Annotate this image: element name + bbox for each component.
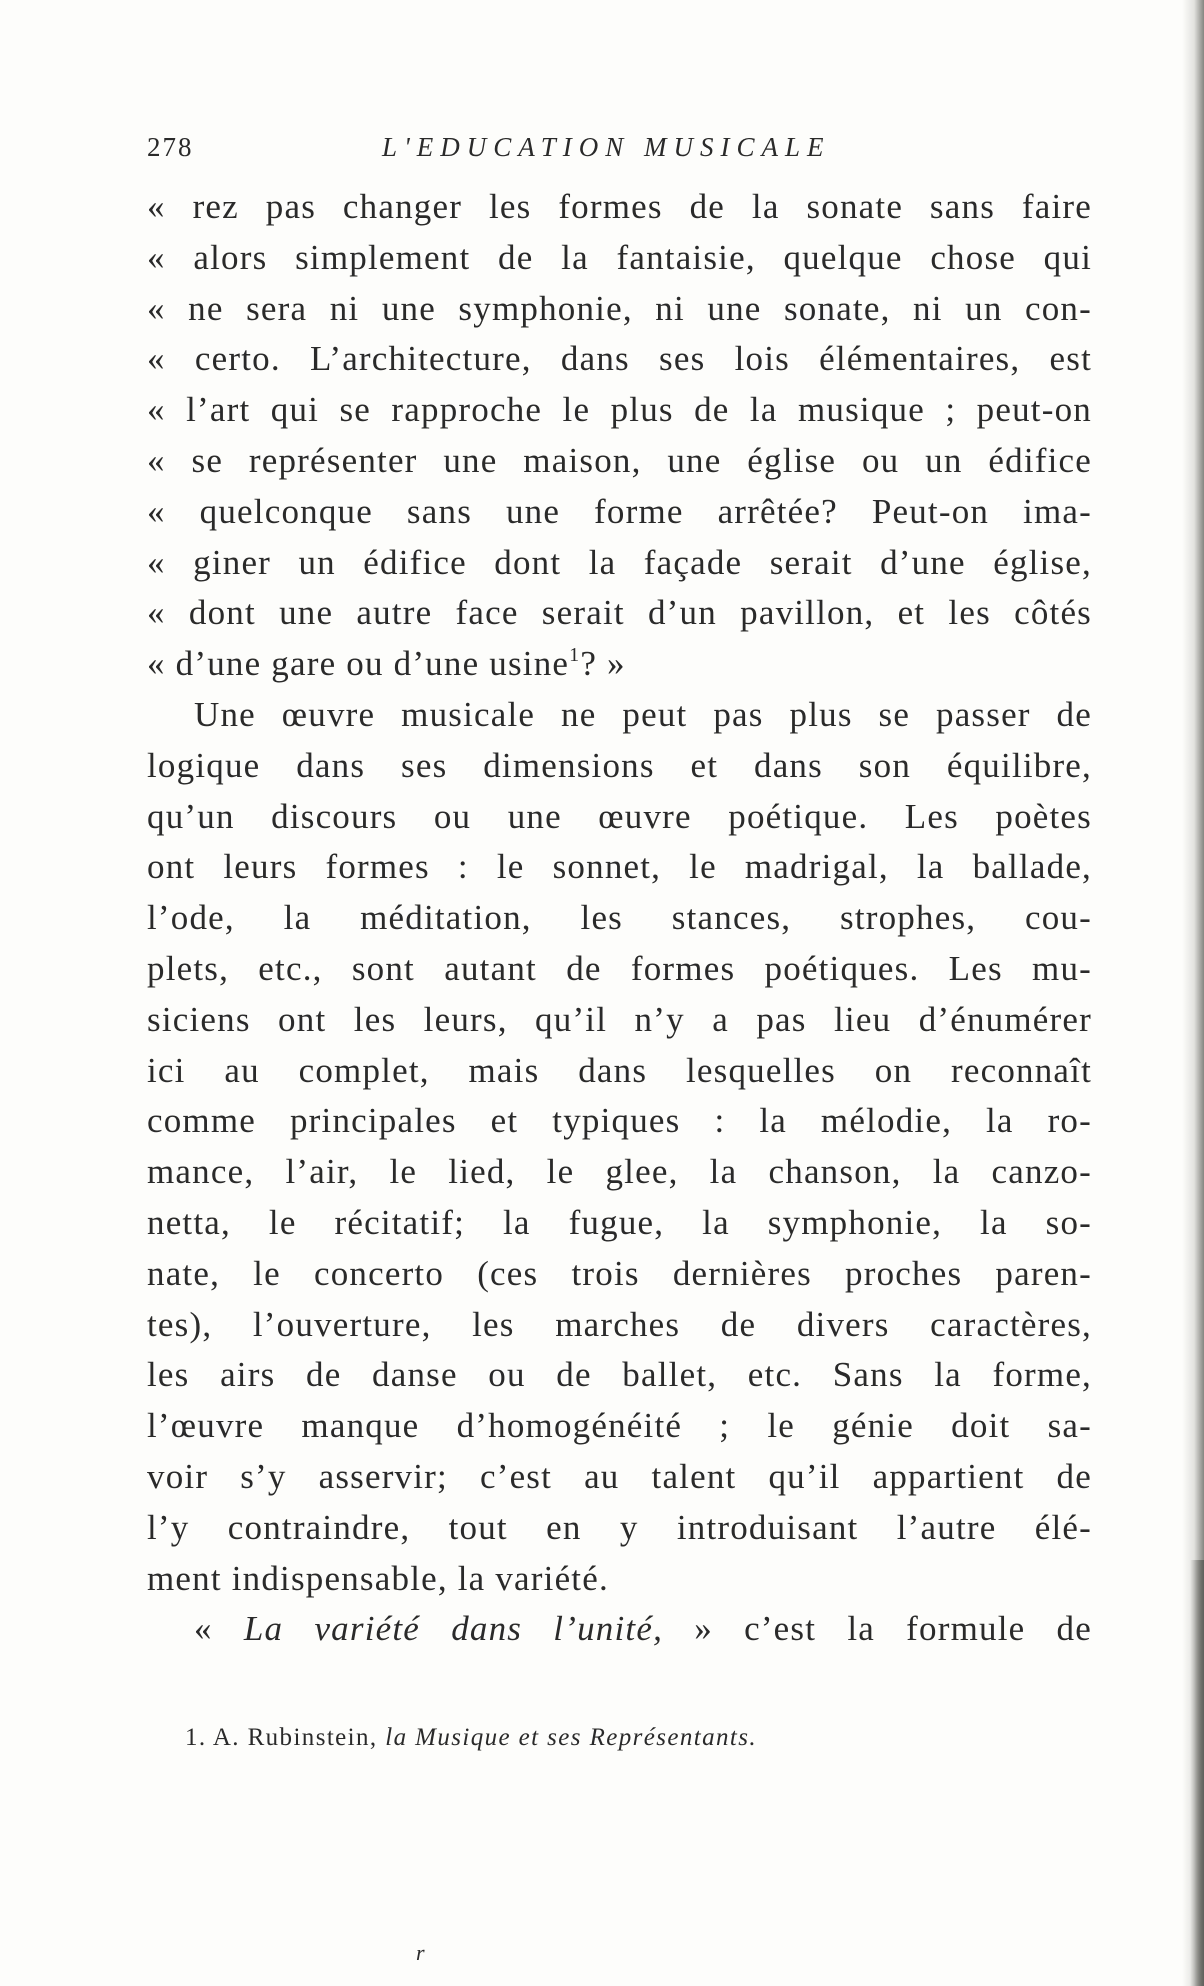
text-line: les airs de danse ou de ballet, etc. Sans la forme, xyxy=(147,1355,1092,1395)
text-line: qu’un discours ou une œuvre poétique. Les poètes xyxy=(147,796,1092,836)
text-line: « alors simplement de la fantaisie, quelque chose qui xyxy=(147,237,1092,277)
text-line: ment indispensable, la variété. xyxy=(147,1558,609,1598)
stray-mark: r xyxy=(416,1940,425,1965)
text-line: siciens ont les leurs, qu’il n’y a pas lieu d’énumérer xyxy=(147,999,1092,1039)
footnote-work-title: la Musique et ses Représentants. xyxy=(385,1724,758,1751)
footnote-author: A. Rubinstein, xyxy=(212,1724,386,1751)
text-line: « dont une autre face serait d’un pavillon, et les côtés xyxy=(147,593,1092,633)
text-line: netta, le récitatif; la fugue, la symphonie, la so- xyxy=(147,1202,1092,1242)
page-number: 278 xyxy=(147,132,194,162)
footnote-reference: 1 xyxy=(569,644,581,667)
footnote xyxy=(185,1724,757,1752)
quote-closing: ? » xyxy=(580,644,626,684)
text-line: l’ode, la méditation, les stances, strophes, cou- xyxy=(147,898,1092,938)
quote-end-text: « d’une gare ou d’une usine xyxy=(147,644,570,684)
text-line: voir s’y asservir; c’est au talent qu’il appartient de xyxy=(147,1456,1092,1496)
running-title: L'EDUCATION MUSICALE xyxy=(382,132,831,162)
text-line: ont leurs formes : le sonnet, le madrigal, la ballade, xyxy=(147,847,1092,887)
text-line: comme principales et typiques : la mélodie, la ro- xyxy=(147,1101,1092,1141)
page-header xyxy=(147,132,1092,166)
quote-end-line xyxy=(147,639,1092,690)
text-line: nate, le concerto (ces trois dernières proches paren- xyxy=(147,1253,1092,1293)
text-line: « ne sera ni une symphonie, ni une sonate, ni un con- xyxy=(147,288,1092,328)
text-line: ici au complet, mais dans lesquelles on reconnaît xyxy=(147,1050,1092,1090)
footnote-marker: 1. xyxy=(185,1724,213,1751)
text-line: mance, l’air, le lied, le glee, la chanson, la canzo- xyxy=(147,1152,1092,1192)
text-line: plets, etc., sont autant de formes poétiques. Les mu- xyxy=(147,948,1092,988)
text-line: « certo. L’architecture, dans ses lois élémentaires, est xyxy=(147,339,1092,379)
text-line: tes), l’ouverture, les marches de divers caractères, xyxy=(147,1304,1092,1344)
text-line: « se représenter une maison, une église ou un édifice xyxy=(147,440,1092,480)
final-line-rest: » c’est la formule de xyxy=(663,1609,1092,1649)
final-line-open: « xyxy=(194,1609,244,1649)
text-line: « giner un édifice dont la façade serait d’une église, xyxy=(147,542,1092,582)
text-line: « l’art qui se rapproche le plus de la musique ; peut-on xyxy=(147,390,1092,430)
final-line xyxy=(147,1604,1092,1655)
text-line: « quelconque sans une forme arrêtée? Peut-on ima- xyxy=(147,491,1092,531)
body-text xyxy=(147,182,1092,1655)
final-line-italic: La variété dans l’unité, xyxy=(243,1609,664,1649)
text-line: Une œuvre musicale ne peut pas plus se passer de xyxy=(194,694,1092,734)
text-line: l’y contraindre, tout en y introduisant l’autre élé- xyxy=(147,1507,1092,1547)
page-edge-shadow-bottom xyxy=(1190,1560,1204,1986)
text-line: « rez pas changer les formes de la sonate sans faire xyxy=(147,187,1092,226)
text-line: logique dans ses dimensions et dans son équilibre, xyxy=(147,745,1092,785)
text-line: l’œuvre manque d’homogénéité ; le génie doit sa- xyxy=(147,1406,1092,1446)
